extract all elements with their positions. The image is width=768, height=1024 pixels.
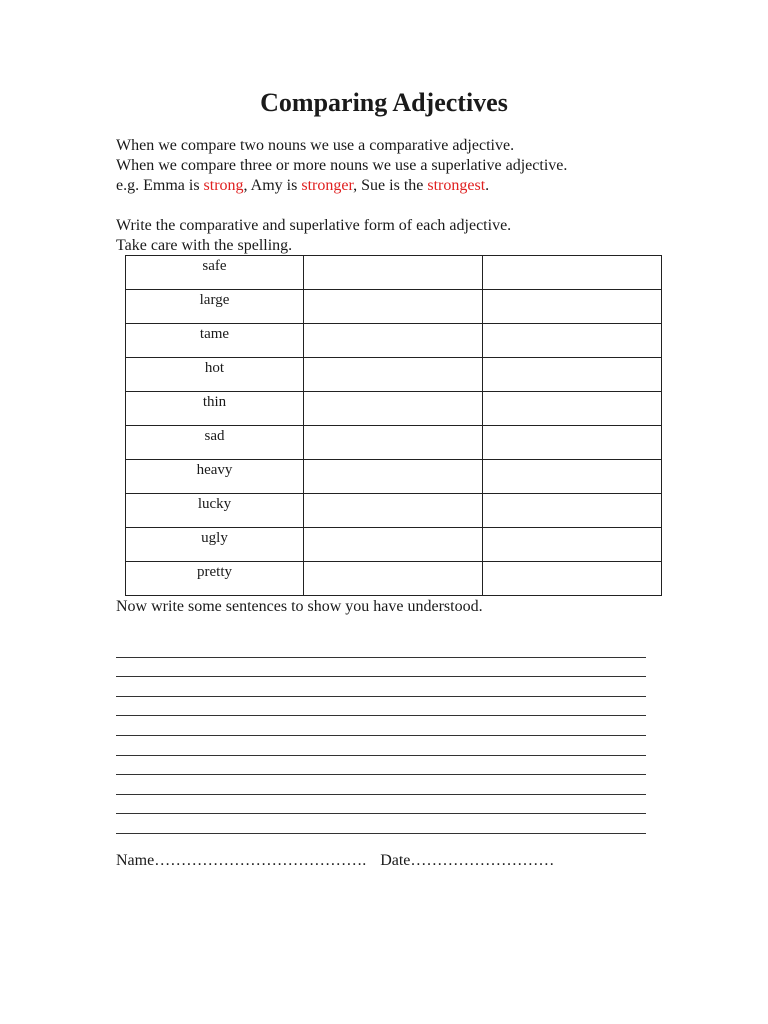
table-row	[126, 562, 662, 596]
example-prefix: e.g. Emma is	[116, 177, 204, 194]
instruction-line-1: Write the comparative and superlative form of each adjective.	[116, 217, 512, 234]
intro-example	[116, 176, 567, 196]
writing-line[interactable]	[116, 775, 646, 795]
adjective-cell: sad	[126, 426, 304, 460]
superlative-answer-cell[interactable]	[483, 460, 662, 494]
example-mid-2: , Sue is the	[353, 177, 428, 194]
adjective-cell: safe	[126, 256, 304, 290]
footer	[116, 852, 554, 870]
writing-line[interactable]	[116, 716, 646, 736]
date-field[interactable]: Date………………………	[380, 852, 555, 869]
table-row	[126, 256, 662, 290]
table-row	[126, 358, 662, 392]
table-row	[126, 528, 662, 562]
comparative-answer-cell[interactable]	[304, 256, 483, 290]
adjective-cell: hot	[126, 358, 304, 392]
writing-line[interactable]	[116, 638, 646, 658]
adjective-cell: large	[126, 290, 304, 324]
adjective-table	[125, 255, 662, 596]
table-row	[126, 460, 662, 494]
comparative-answer-cell[interactable]	[304, 392, 483, 426]
table-row	[126, 494, 662, 528]
superlative-answer-cell[interactable]	[483, 528, 662, 562]
page-title: Comparing Adjectives	[260, 88, 508, 117]
adjective-cell: thin	[126, 392, 304, 426]
comparative-answer-cell[interactable]	[304, 460, 483, 494]
writing-line[interactable]	[116, 814, 646, 834]
table-row	[126, 290, 662, 324]
intro-text	[116, 136, 567, 196]
example-strong: strong	[203, 177, 244, 194]
writing-line[interactable]	[116, 795, 646, 815]
comparative-answer-cell[interactable]	[304, 358, 483, 392]
table-row	[126, 426, 662, 460]
writing-line[interactable]	[116, 658, 646, 678]
adjective-cell: tame	[126, 324, 304, 358]
comparative-answer-cell[interactable]	[304, 290, 483, 324]
comparative-answer-cell[interactable]	[304, 562, 483, 596]
superlative-answer-cell[interactable]	[483, 324, 662, 358]
table-row	[126, 324, 662, 358]
adjective-cell: ugly	[126, 528, 304, 562]
example-stronger: stronger	[301, 177, 354, 194]
adjective-cell: pretty	[126, 562, 304, 596]
example-strongest: strongest	[427, 177, 486, 194]
adjective-cell: lucky	[126, 494, 304, 528]
superlative-answer-cell[interactable]	[483, 494, 662, 528]
superlative-answer-cell[interactable]	[483, 290, 662, 324]
table-row	[126, 392, 662, 426]
adjective-cell: heavy	[126, 460, 304, 494]
superlative-answer-cell[interactable]	[483, 392, 662, 426]
sentences-prompt: Now write some sentences to show you have understood.	[116, 598, 483, 615]
superlative-answer-cell[interactable]	[483, 358, 662, 392]
instructions	[116, 216, 511, 256]
intro-line-superlative: When we compare three or more nouns we use a superlative adjective.	[116, 157, 568, 174]
superlative-answer-cell[interactable]	[483, 426, 662, 460]
comparative-answer-cell[interactable]	[304, 494, 483, 528]
instruction-line-2: Take care with the spelling.	[116, 237, 293, 254]
name-field[interactable]: Name………………………………….	[116, 852, 367, 869]
superlative-answer-cell[interactable]	[483, 562, 662, 596]
writing-lines	[116, 638, 646, 834]
comparative-answer-cell[interactable]	[304, 426, 483, 460]
intro-line-comparative: When we compare two nouns we use a comparative adjective.	[116, 137, 515, 154]
writing-line[interactable]	[116, 677, 646, 697]
example-mid-1: , Amy is	[243, 177, 302, 194]
writing-line[interactable]	[116, 697, 646, 717]
superlative-answer-cell[interactable]	[483, 256, 662, 290]
comparative-answer-cell[interactable]	[304, 528, 483, 562]
comparative-answer-cell[interactable]	[304, 324, 483, 358]
example-suffix: .	[485, 177, 490, 194]
writing-line[interactable]	[116, 756, 646, 776]
writing-line[interactable]	[116, 736, 646, 756]
